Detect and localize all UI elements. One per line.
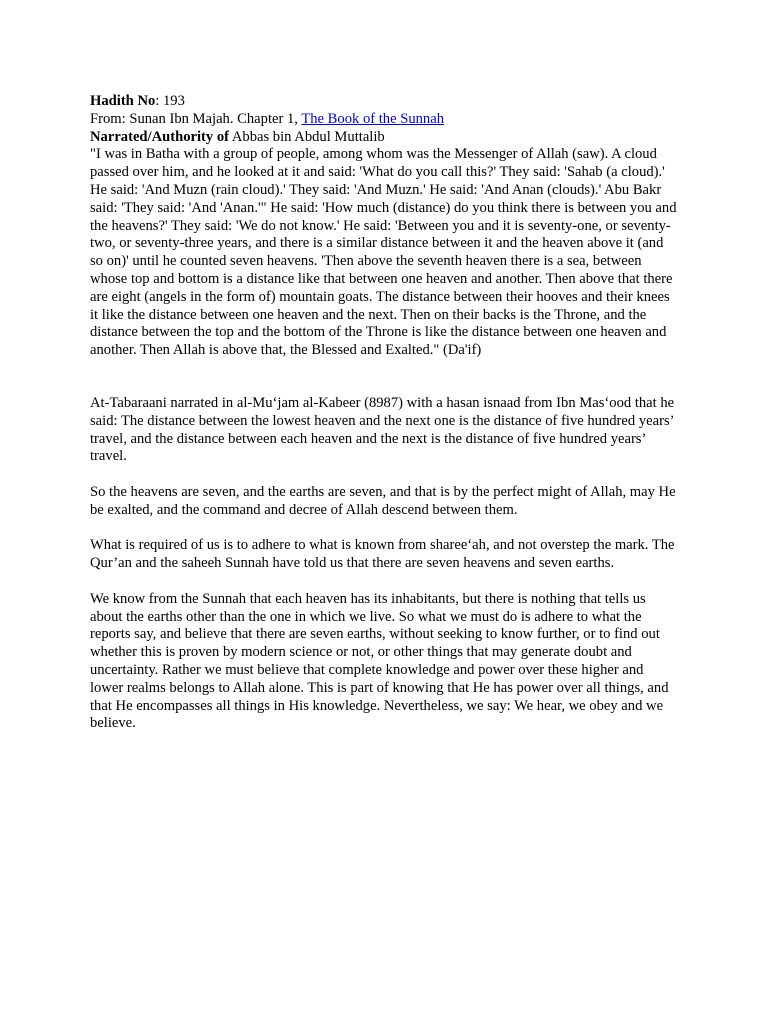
- narrator-line: [90, 129, 680, 147]
- hadith-number-label: Hadith No: [90, 93, 156, 109]
- commentary-paragraph-1: At-Tabaraani narrated in al-Mu‘jam al-Kabeer (8987) with a hasan isnaad from Ibn Mas‘ood that he said: The distance between the lowest heaven and the next one is the distance of five hundred years’ travel, and the distance between each heaven and the next is the distance of five hundred years’ travel.: [90, 394, 675, 465]
- hadith-number-line: [90, 93, 680, 111]
- section-spacer: [90, 360, 680, 395]
- chapter-link[interactable]: The Book of the Sunnah: [301, 110, 445, 127]
- source-line: [90, 111, 680, 129]
- narrator-value: Abbas bin Abdul Muttalib: [229, 128, 385, 145]
- source-prefix: From: Sunan Ibn Majah. Chapter 1,: [90, 110, 302, 127]
- commentary-paragraph-3: What is required of us is to adhere to what is known from sharee‘ah, and not overstep the mark. The Qur’an and the saheeh Sunnah have told us that there are seven heavens and seven earths.: [90, 537, 675, 572]
- hadith-text: "I was in Batha with a group of people, among whom was the Messenger of Allah (saw). A cloud passed over him, and he looked at it and said: 'What do you call this?' They said: 'Sahab (a cloud).' He said: 'And Muzn (rain cloud).' They said: 'And Muzn.' He said: 'And Anan (clouds).' Abu Bakr said: 'They said: 'And 'Anan.'" He said: 'How much (distance) do you think there is between you and the heavens?' They said: 'We do not know.' He said: 'Between you and it is seventy-one, or seventy-two, or seventy-three years, and there is a similar distance between it and the heaven above it (and so on)' until he counted seven heavens. 'Then above the seventh heaven there is a sea, between whose top and bottom is a distance like that between one heaven and another. Then above that there are eight (angels in the form of) mountain goats. The distance between their hooves and their knees it like the distance between one heaven and the next. Then on their backs is the Throne, and the distance between the top and the bottom of the Throne is like the distance between one heaven and another. Then Allah is above that, the Blessed and Exalted." (Da'if): [90, 146, 677, 359]
- narrator-label: Narrated/Authority of: [90, 128, 230, 145]
- commentary-paragraph-2: So the heavens are seven, and the earths are seven, and that is by the perfect might of Allah, may He be exalted, and the command and decree of Allah descend between them.: [90, 483, 676, 518]
- document-body: [90, 93, 680, 751]
- commentary-paragraph-4: We know from the Sunnah that each heaven has its inhabitants, but there is nothing that tells us about the earths other than the one in which we live. So what we must do is adhere to what the reports say, and believe that there are seven earths, without seeking to know further, or to find out whether this is proven by modern science or not, or other things that may generate doubt and uncertainty. Rather we must believe that complete knowledge and power over these higher and lower realms belongs to Allah alone. This is part of knowing that He has power over all things, and that He encompasses all things in His knowledge. Nevertheless, we say: We hear, we obey and we believe.: [90, 590, 669, 732]
- hadith-number-value: : 193: [155, 93, 185, 109]
